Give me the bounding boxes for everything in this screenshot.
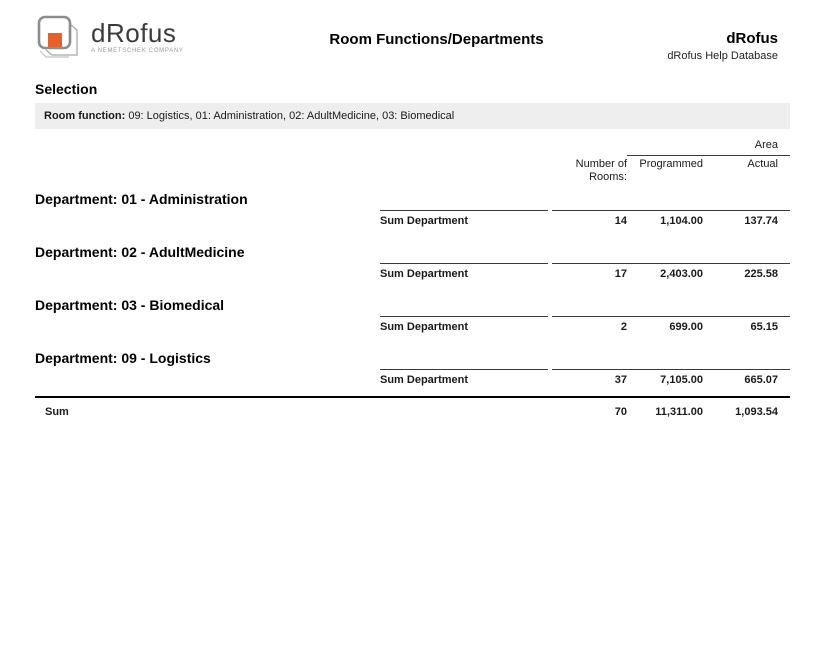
rooms-value: 37 xyxy=(614,374,627,386)
sum-department-label: Sum Department xyxy=(380,316,548,334)
database-info-block xyxy=(667,30,778,62)
room-function-filter-label: Room function: xyxy=(44,110,126,122)
department-heading: Department: 03 - Biomedical xyxy=(35,297,225,313)
actual-value: 665.07 xyxy=(744,374,778,386)
sum-department-row xyxy=(380,263,790,281)
programmed-total-value: 11,311.00 xyxy=(655,406,703,418)
actual-value: 65.15 xyxy=(750,321,778,333)
programmed-column-header: Programmed xyxy=(639,158,703,170)
grand-total-rule xyxy=(35,396,790,398)
sum-department-row xyxy=(380,210,790,228)
sum-department-label: Sum Department xyxy=(380,263,548,281)
rooms-column-header-line1: Number of xyxy=(575,158,627,170)
sum-department-row xyxy=(380,316,790,334)
sum-department-row xyxy=(380,369,790,387)
programmed-value: 699.00 xyxy=(669,321,703,333)
sum-department-label: Sum Department xyxy=(380,210,548,228)
rooms-value: 2 xyxy=(620,321,627,333)
database-name: dRofus xyxy=(726,30,778,47)
room-function-filter-value: 09: Logistics, 01: Administration, 02: AdultMedicine, 03: Biomedical xyxy=(125,110,455,122)
logo-brand-text: dRofus xyxy=(91,18,177,48)
department-heading: Department: 09 - Logistics xyxy=(35,350,211,366)
grand-total-row xyxy=(45,406,790,419)
table-column-headers xyxy=(552,158,790,184)
sum-department-values xyxy=(552,210,790,228)
actual-value: 225.58 xyxy=(744,268,778,280)
rooms-value: 17 xyxy=(614,268,627,280)
sum-department-values xyxy=(552,316,790,334)
database-subtitle: dRofus Help Database xyxy=(667,50,778,62)
logo-tagline: A NEMETSCHEK COMPANY xyxy=(91,48,184,54)
grand-total-values xyxy=(552,406,790,419)
programmed-value: 2,403.00 xyxy=(660,268,703,280)
actual-value: 137.74 xyxy=(744,215,778,227)
report-title: Room Functions/Departments xyxy=(329,31,544,48)
sum-department-values xyxy=(552,263,790,281)
sum-department-label: Sum Department xyxy=(380,369,548,387)
selection-filter-bar xyxy=(35,103,790,129)
actual-column-header: Actual xyxy=(747,158,778,170)
area-group-underline xyxy=(627,155,790,156)
programmed-value: 1,104.00 xyxy=(660,215,703,227)
sum-department-values xyxy=(552,369,790,387)
rooms-value: 14 xyxy=(614,215,627,227)
rooms-column-header xyxy=(552,158,627,184)
department-heading: Department: 02 - AdultMedicine xyxy=(35,244,245,260)
department-heading: Department: 01 - Administration xyxy=(35,191,248,207)
rooms-column-header-line2: Rooms: xyxy=(589,171,627,183)
area-group-header: Area xyxy=(754,139,778,151)
programmed-value: 7,105.00 xyxy=(660,374,703,386)
rooms-total-value: 70 xyxy=(614,406,627,418)
actual-total-value: 1,093.54 xyxy=(735,406,778,418)
grand-total-label: Sum xyxy=(45,406,69,418)
selection-heading: Selection xyxy=(35,81,98,97)
